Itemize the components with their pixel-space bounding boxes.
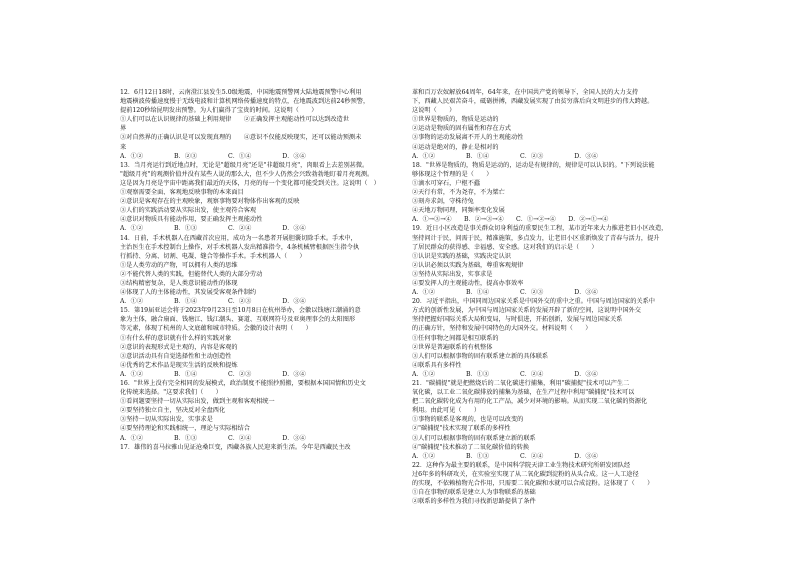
right-column-line: ①任何事物之间都是相互联系的	[412, 334, 499, 342]
left-column-line: ③人们的实践活动要从实际出发，使主观符合客观	[120, 207, 257, 215]
left-column-line: 等元素，体现了杭州的人文底蕴和城市特质。会徽的设计表明（ ）	[120, 325, 312, 333]
right-column-line: 过6年多的科研攻关，在实验室实现了从二氧化碳到淀粉的从头合成。这一人工途径	[412, 470, 639, 478]
right-column-line: ②"碳捕捉"技术实现了联系的多样性	[412, 425, 511, 433]
left-column-line: A．①② B．①③ C．②④ D．③④	[120, 225, 306, 233]
left-column-line: ②意识是客观存在的主观映象，观察事物要对物体作出客观的反映	[120, 198, 300, 206]
right-column-line: 坚持把握好国际关系大局和变局，与时俱进，开拓创新，发展与周边国家关系	[412, 316, 623, 324]
right-column-line: 下，西藏人民艰苦奋斗，砥砺拼搏，西藏发展实现了由贫穷落后向文明进步的伟大跨越。	[412, 98, 654, 106]
left-column-line: ①观察需要全面、客观地反映事物的本来面目	[120, 189, 244, 197]
left-column-line: 16．"世界上没有完全相同的发展模式，政治制度不能照抄照搬，要根据本国国情和历史文	[120, 380, 366, 387]
left-column-line: 主治医生在手术控制台上操作，对手术机器人发出精准指令，4条机械臂根据医生指令执	[120, 243, 360, 251]
left-column-line: ②意识的表现形式是主观的，内容是客观的	[120, 343, 238, 351]
right-column-line: ④要发挥人的主观能动性，提高办事效率	[412, 279, 524, 287]
left-column-line: ③结构精密复杂，是人类意识能动性的体现	[120, 279, 238, 287]
left-column-line: ①看问题要坚持一切从实际出发，做到主观和客观相统一	[120, 398, 275, 406]
left-column-line: 地震横波传播速度慢于无线电波和计算机网络传播速度的特点，在地震波到达前24秒预警，	[120, 98, 370, 106]
left-column-line: "超级月亮"的观测价值并没有某些人说的那么大，但不少人仍然会兴致勃勃地盯着月亮观测。	[120, 170, 374, 178]
right-column-line: 20．习近平指出，中国同周边国家关系是中国外交的重中之重。中国与周边国家的关系中	[412, 298, 655, 306]
right-column-line: ①自在事物的联系是建立人为事物联系的基础	[412, 489, 536, 497]
right-column-line: 19．近日小区改造是事关群众切身利益的重要民生工程，某市近年来大力推进老旧小区改造，	[412, 225, 668, 233]
right-column	[412, 88, 674, 506]
left-column-line: 12．6月12日18时，云南澄江县发生5.0级地震，中国地震预警网大陆地震预警中心利用	[120, 89, 362, 96]
right-column-line: ③刻舟求剑，守株待兔	[412, 198, 474, 206]
left-column-line: 17．雄伟的喜马拉雅山见证沧桑巨变，西藏各族人民迎来新生活。今年是西藏民主改	[120, 443, 351, 451]
right-column-line: ④天地万物同理，同频率变化发展	[412, 207, 505, 215]
left-column	[120, 88, 382, 452]
right-column-line: 18．"世界是物质的，物质是运动的，运动是有规律的，规律是可以认识的。"下列说法能	[412, 161, 655, 169]
left-column-line: 来	[120, 143, 127, 151]
right-column-line: A．①→③→④ B．②→③→④ C．①→②→④ D．②→①→④	[412, 216, 609, 224]
right-column-line: 了居民群众的获得感、幸福感、安全感。这对我们的启示是（ ）	[412, 243, 598, 251]
left-column-line: ③坚持一切从实际出发，实事求是	[120, 416, 213, 424]
left-column-line: A．①② B．②③ C．①④ D．③④	[120, 152, 306, 160]
right-column-line: ③人们可以根据事物的固有联系建立新的联系	[412, 434, 536, 442]
left-column-line: 象为主体，融合扇面、钱塘江、钱江潮头、赛道、互联网符号及亚奥理事会的太阳图形	[120, 316, 356, 324]
right-column-line: 氧化碳，以工业二氧化碳排放的捕集为基础，在生产过程中利用"碳捕捉"技术可以	[412, 389, 635, 397]
right-column-line: 革和百万农奴解放64周年，64年来，在中国共产党的领导下，全国人民的大力支持	[412, 89, 639, 96]
right-column-line: 坚持问计于民，问需于民，精准施策，多点发力，让老旧小区重新焕发了青春与活力，提升	[412, 234, 660, 242]
left-column-line: ④优秀的艺术作品是现实生活的反映和提炼	[120, 361, 238, 369]
left-column-line: 这是因为月亮是宇宙中距离我们最近的天体，月亮的每一个变化都可能受到关注。这说明（ ）	[120, 179, 380, 187]
right-column-line: ①事物的联系是客观的，也是可以改变的	[412, 416, 524, 424]
right-column-line: ②运动是物质的固有属性和存在方式	[412, 125, 511, 133]
right-column-line: ②天行有常，不为尧存，不为桀亡	[412, 189, 505, 197]
left-column-line: ③对自然界的正确认识是可以发现真理的 ④意识不仅能反映现实，还可以能动预测未	[120, 134, 362, 142]
left-column-line: ①人们可以在认识规律的基础上利用规律 ②正确发挥主观能动性可以达到改造世	[120, 116, 349, 124]
right-column-line: ①滴水可穿石，户枢不蠹	[412, 179, 481, 187]
right-column-line: 利用。由此可见（ ）	[412, 407, 481, 415]
right-column-line: ④运动是绝对的，静止是相对的	[412, 143, 499, 151]
right-column-line: 把二氧化碳转化成为有用的化工产品，减少对环境的影响。从而实现二氧化碳的资源化	[412, 398, 648, 406]
right-column-line: A．①② B．①③ C．②④ D．③④	[412, 370, 598, 378]
left-column-line: A．①② B．①④ C．②③ D．③④	[120, 298, 306, 306]
right-column-line: 够体现这个哲理的是（ ）	[412, 170, 493, 178]
right-column-line: 这说明（ ）	[412, 107, 456, 115]
right-column-line: ②世界是普遍联系的有机整体	[412, 343, 493, 351]
left-column-line: 提前120秒给昆明发出预警。为人们赢得了宝贵的时间。这说明（ ）	[120, 107, 318, 115]
right-column-line: 21．"碳捕捉"就是把燃烧后的二氧化碳进行捕集，利用"碳捕捉"技术可以产生二	[412, 380, 630, 387]
left-column-line: 13．当月亮运行到近地点时，无论是"超级月亮"还是"非超级月亮"，肉眼看上去差别甚微。	[120, 161, 369, 169]
left-column-line: 14．日前，手术机器人在西藏首次应用，成功为一名患者开展胆囊切除手术。手术中，	[120, 234, 357, 242]
left-column-line: ②不能代替人类的实践，但能替代人类的大部分劳动	[120, 270, 263, 278]
left-column-line: ①有什么样的意识就有什么样的实践对象	[120, 334, 232, 342]
right-column-line: ②认识必须以实践为基础，尊重客观规律	[412, 261, 524, 269]
right-column-line: ③事物的运动发展离不开人的主观能动性	[412, 134, 524, 142]
left-column-line: 15．第19届亚运会将于2023年9月23日至10月8日在杭州举办，会徽以钱塘江潮涌的意	[120, 307, 361, 315]
right-column-line: 22．这种作为最主要的联系，是中国科学院天津工业生物技术研究所研发团队经	[412, 461, 631, 469]
right-column-line: ③人们可以根据事物的固有联系建立新的具体联系	[412, 352, 549, 360]
right-column-line: 的正确方针，坚持和发展中国特色的大国外交。材料说明（ ）	[412, 325, 592, 333]
right-column-line: ④联系具有多样性	[412, 361, 462, 369]
left-column-line: A．①② B．①④ C．②③ D．③④	[120, 370, 306, 378]
right-column-line: ①认识是实践的基础，实践决定认识	[412, 252, 511, 260]
left-column-line: 行抓持、分离、切割、电凝、缝合等操作手术。手术机器人（ ）	[120, 252, 306, 260]
left-column-line: 界	[120, 125, 127, 133]
left-column-line: ②要坚持独立自主，坚决反对全盘西化	[120, 407, 226, 415]
left-column-line: A．①② B．①③ C．②④ D．③④	[120, 434, 306, 442]
left-column-line: ④体现了人的主体能动性，其发展受客观条件制约	[120, 289, 257, 297]
left-column-line: ④意识对物质具有能动作用，要正确发挥主观能动性	[120, 216, 263, 224]
right-column-line: A．①② B．①④ C．②③ D．③④	[412, 152, 598, 160]
right-column-line: ③坚持从实际出发，实事求是	[412, 270, 493, 278]
right-column-line: A．①② B．①④ C．②③ D．③④	[412, 289, 598, 297]
left-column-line: ①是人类劳动的产物，可以拥有人类的思维	[120, 261, 238, 269]
right-column-line: 的实现，不依赖植物光合作用，只需要二氧化碳和水就可以合成淀粉。这体现了（ ）	[412, 480, 654, 488]
right-column-line: ④"碳捕捉"技术推动了二氧化碳价值的转换	[412, 443, 530, 451]
right-column-line: ②联系的多样性为我们寻找新思路提供了条件	[412, 498, 536, 506]
right-column-line: 方式的创新性发展，为中国与周边国家关系的发展开辟了新的空间，这说明中国外交	[412, 307, 641, 315]
right-column-line: ①世界是物质的，物质是运动的	[412, 116, 499, 124]
left-column-line: ③意识活动具有自觉选择性和主动创造性	[120, 352, 232, 360]
left-column-line: ④要坚持理论和实践相统一，理论与实际相结合	[120, 425, 250, 433]
right-column-line: A．①② B．①③ C．②④ D．③④	[412, 452, 598, 460]
left-column-line: 化传统来选择。"这要求我们（ ）	[120, 389, 222, 397]
